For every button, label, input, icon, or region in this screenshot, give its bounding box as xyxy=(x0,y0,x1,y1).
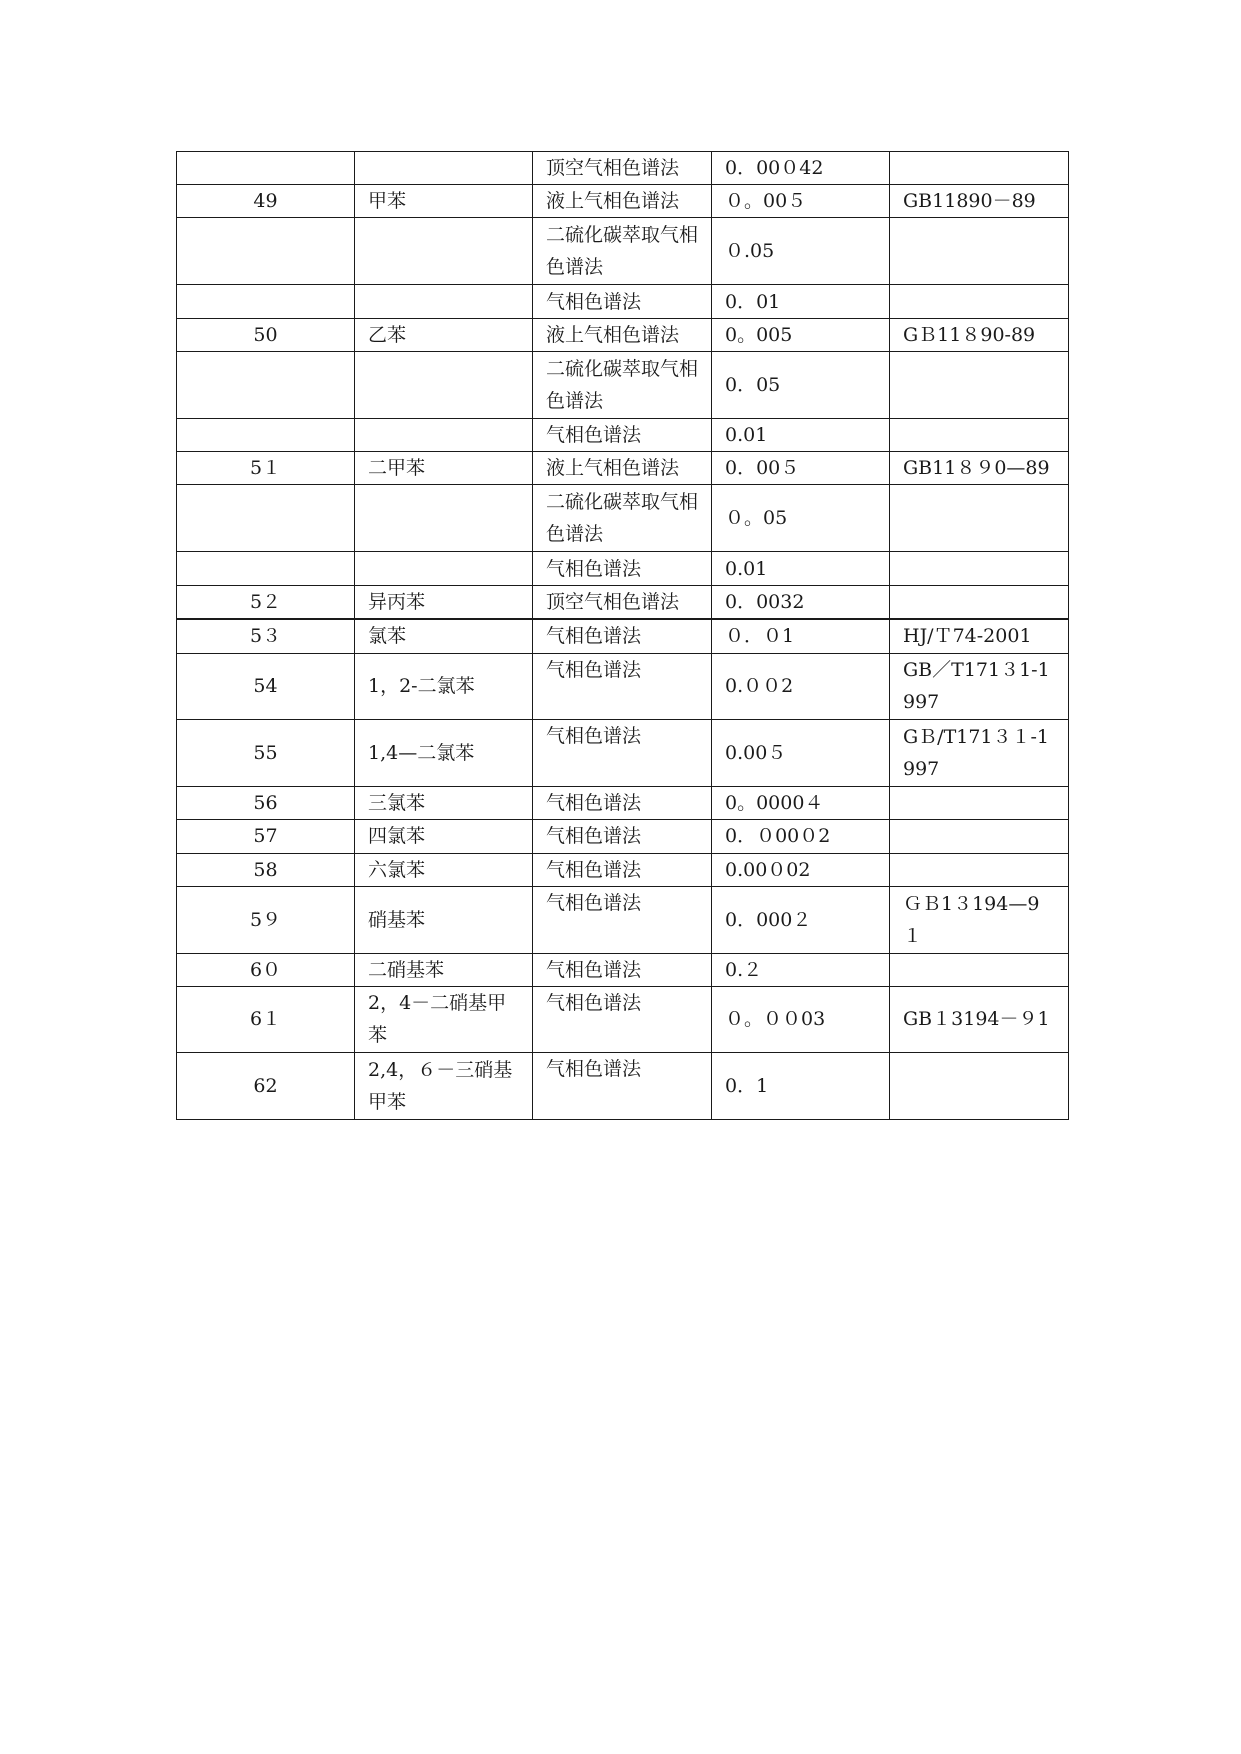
cell-substance: 甲苯 xyxy=(355,185,533,218)
cell-standard xyxy=(890,218,1069,285)
table-row xyxy=(177,319,1069,352)
cell-standard xyxy=(890,552,1069,586)
cell-substance: 2，4－二硝基甲苯 xyxy=(355,986,533,1052)
table-row xyxy=(177,1052,1069,1119)
cell-method: 气相色谱法 xyxy=(533,419,712,452)
cell-number: 54 xyxy=(177,653,355,719)
cell-number: 55 xyxy=(177,719,355,786)
cell-standard: GB11８９0—89 xyxy=(890,452,1069,485)
table-row xyxy=(177,719,1069,786)
cell-number xyxy=(177,152,355,185)
cell-number xyxy=(177,419,355,452)
cell-method: 气相色谱法 xyxy=(533,653,712,719)
cell-detection-limit: 0.００2 xyxy=(712,653,890,719)
cell-method: 气相色谱法 xyxy=(533,986,712,1052)
cell-substance: 1，2-二氯苯 xyxy=(355,653,533,719)
table-row xyxy=(177,886,1069,953)
table-row xyxy=(177,619,1069,653)
cell-substance: 异丙苯 xyxy=(355,586,533,620)
table-row xyxy=(177,819,1069,853)
cell-method: 气相色谱法 xyxy=(533,1052,712,1119)
cell-detection-limit: 0．1 xyxy=(712,1052,890,1119)
cell-substance: 氯苯 xyxy=(355,619,533,653)
cell-method: 气相色谱法 xyxy=(533,853,712,886)
cell-standard: GB１3194－９1 xyxy=(890,986,1069,1052)
table-row xyxy=(177,853,1069,886)
table-row xyxy=(177,653,1069,719)
table-row xyxy=(177,285,1069,319)
cell-method: 气相色谱法 xyxy=(533,953,712,986)
cell-method: 气相色谱法 xyxy=(533,552,712,586)
table-row xyxy=(177,552,1069,586)
cell-detection-limit: 0．０00０2 xyxy=(712,819,890,853)
table-row xyxy=(177,986,1069,1052)
cell-detection-limit: ０.05 xyxy=(712,218,890,285)
cell-method: 液上气相色谱法 xyxy=(533,452,712,485)
cell-standard xyxy=(890,853,1069,886)
cell-number: 57 xyxy=(177,819,355,853)
cell-substance xyxy=(355,285,533,319)
cell-number: 58 xyxy=(177,853,355,886)
cell-detection-limit: 0．0032 xyxy=(712,586,890,620)
cell-number xyxy=(177,552,355,586)
cell-substance xyxy=(355,419,533,452)
cell-method: 气相色谱法 xyxy=(533,819,712,853)
cell-number: 5３ xyxy=(177,619,355,653)
cell-substance: 三氯苯 xyxy=(355,786,533,819)
table-row xyxy=(177,953,1069,986)
cell-standard xyxy=(890,1052,1069,1119)
cell-substance xyxy=(355,218,533,285)
cell-substance: 六氯苯 xyxy=(355,853,533,886)
cell-method: 二硫化碳萃取气相色谱法 xyxy=(533,352,712,419)
cell-standard: HJ/Ｔ74-2001 xyxy=(890,619,1069,653)
cell-substance: 2,4，６－三硝基甲苯 xyxy=(355,1052,533,1119)
table-row xyxy=(177,218,1069,285)
cell-detection-limit: 0．00５ xyxy=(712,452,890,485)
table-row xyxy=(177,786,1069,819)
chemical-method-table xyxy=(176,151,1069,1120)
cell-detection-limit: 0.２ xyxy=(712,953,890,986)
table-row xyxy=(177,152,1069,185)
cell-detection-limit: 0.00０02 xyxy=(712,853,890,886)
cell-method: 气相色谱法 xyxy=(533,886,712,953)
cell-detection-limit: 0.01 xyxy=(712,419,890,452)
cell-detection-limit: 0．00０42 xyxy=(712,152,890,185)
cell-substance xyxy=(355,485,533,552)
cell-standard xyxy=(890,953,1069,986)
cell-substance: 四氯苯 xyxy=(355,819,533,853)
cell-method: 液上气相色谱法 xyxy=(533,319,712,352)
cell-substance: 1,4—二氯苯 xyxy=(355,719,533,786)
cell-substance xyxy=(355,152,533,185)
cell-substance: 二甲苯 xyxy=(355,452,533,485)
table-row xyxy=(177,485,1069,552)
cell-number: 5１ xyxy=(177,452,355,485)
cell-number xyxy=(177,352,355,419)
table-row xyxy=(177,419,1069,452)
cell-standard: GB11890－89 xyxy=(890,185,1069,218)
cell-method: 气相色谱法 xyxy=(533,619,712,653)
cell-method: 二硫化碳萃取气相色谱法 xyxy=(533,218,712,285)
cell-detection-limit: ０。05 xyxy=(712,485,890,552)
cell-substance xyxy=(355,552,533,586)
cell-number: 5９ xyxy=(177,886,355,953)
cell-substance: 硝基苯 xyxy=(355,886,533,953)
cell-substance: 二硝基苯 xyxy=(355,953,533,986)
cell-standard: GＢ/T171３１-1997 xyxy=(890,719,1069,786)
cell-number: 56 xyxy=(177,786,355,819)
cell-detection-limit: ０。００03 xyxy=(712,986,890,1052)
cell-standard xyxy=(890,152,1069,185)
table-row xyxy=(177,586,1069,620)
cell-detection-limit: 0．01 xyxy=(712,285,890,319)
cell-standard xyxy=(890,285,1069,319)
cell-number: 6１ xyxy=(177,986,355,1052)
cell-detection-limit: 0。0000４ xyxy=(712,786,890,819)
cell-detection-limit: ０。00５ xyxy=(712,185,890,218)
cell-number: 62 xyxy=(177,1052,355,1119)
cell-standard: GＢ11８90-89 xyxy=(890,319,1069,352)
cell-standard xyxy=(890,419,1069,452)
cell-number: 50 xyxy=(177,319,355,352)
cell-method: 液上气相色谱法 xyxy=(533,185,712,218)
cell-substance: 乙苯 xyxy=(355,319,533,352)
cell-method: 顶空气相色谱法 xyxy=(533,586,712,620)
cell-number xyxy=(177,485,355,552)
cell-detection-limit: 0.01 xyxy=(712,552,890,586)
cell-standard xyxy=(890,352,1069,419)
cell-standard xyxy=(890,786,1069,819)
cell-standard xyxy=(890,485,1069,552)
table-row xyxy=(177,452,1069,485)
cell-standard: ＧＢ1３194—9１ xyxy=(890,886,1069,953)
cell-method: 二硫化碳萃取气相色谱法 xyxy=(533,485,712,552)
table-row xyxy=(177,185,1069,218)
cell-number xyxy=(177,285,355,319)
cell-standard xyxy=(890,819,1069,853)
cell-method: 气相色谱法 xyxy=(533,719,712,786)
cell-standard xyxy=(890,586,1069,620)
cell-substance xyxy=(355,352,533,419)
cell-number: 5２ xyxy=(177,586,355,620)
cell-detection-limit: ０．０1 xyxy=(712,619,890,653)
cell-detection-limit: 0．05 xyxy=(712,352,890,419)
cell-detection-limit: 0．000２ xyxy=(712,886,890,953)
cell-detection-limit: 0。005 xyxy=(712,319,890,352)
cell-method: 气相色谱法 xyxy=(533,285,712,319)
table-row xyxy=(177,352,1069,419)
cell-number: 6０ xyxy=(177,953,355,986)
cell-standard: GB／T171３1-1997 xyxy=(890,653,1069,719)
cell-number: 49 xyxy=(177,185,355,218)
cell-detection-limit: 0.00５ xyxy=(712,719,890,786)
cell-method: 顶空气相色谱法 xyxy=(533,152,712,185)
cell-method: 气相色谱法 xyxy=(533,786,712,819)
cell-number xyxy=(177,218,355,285)
